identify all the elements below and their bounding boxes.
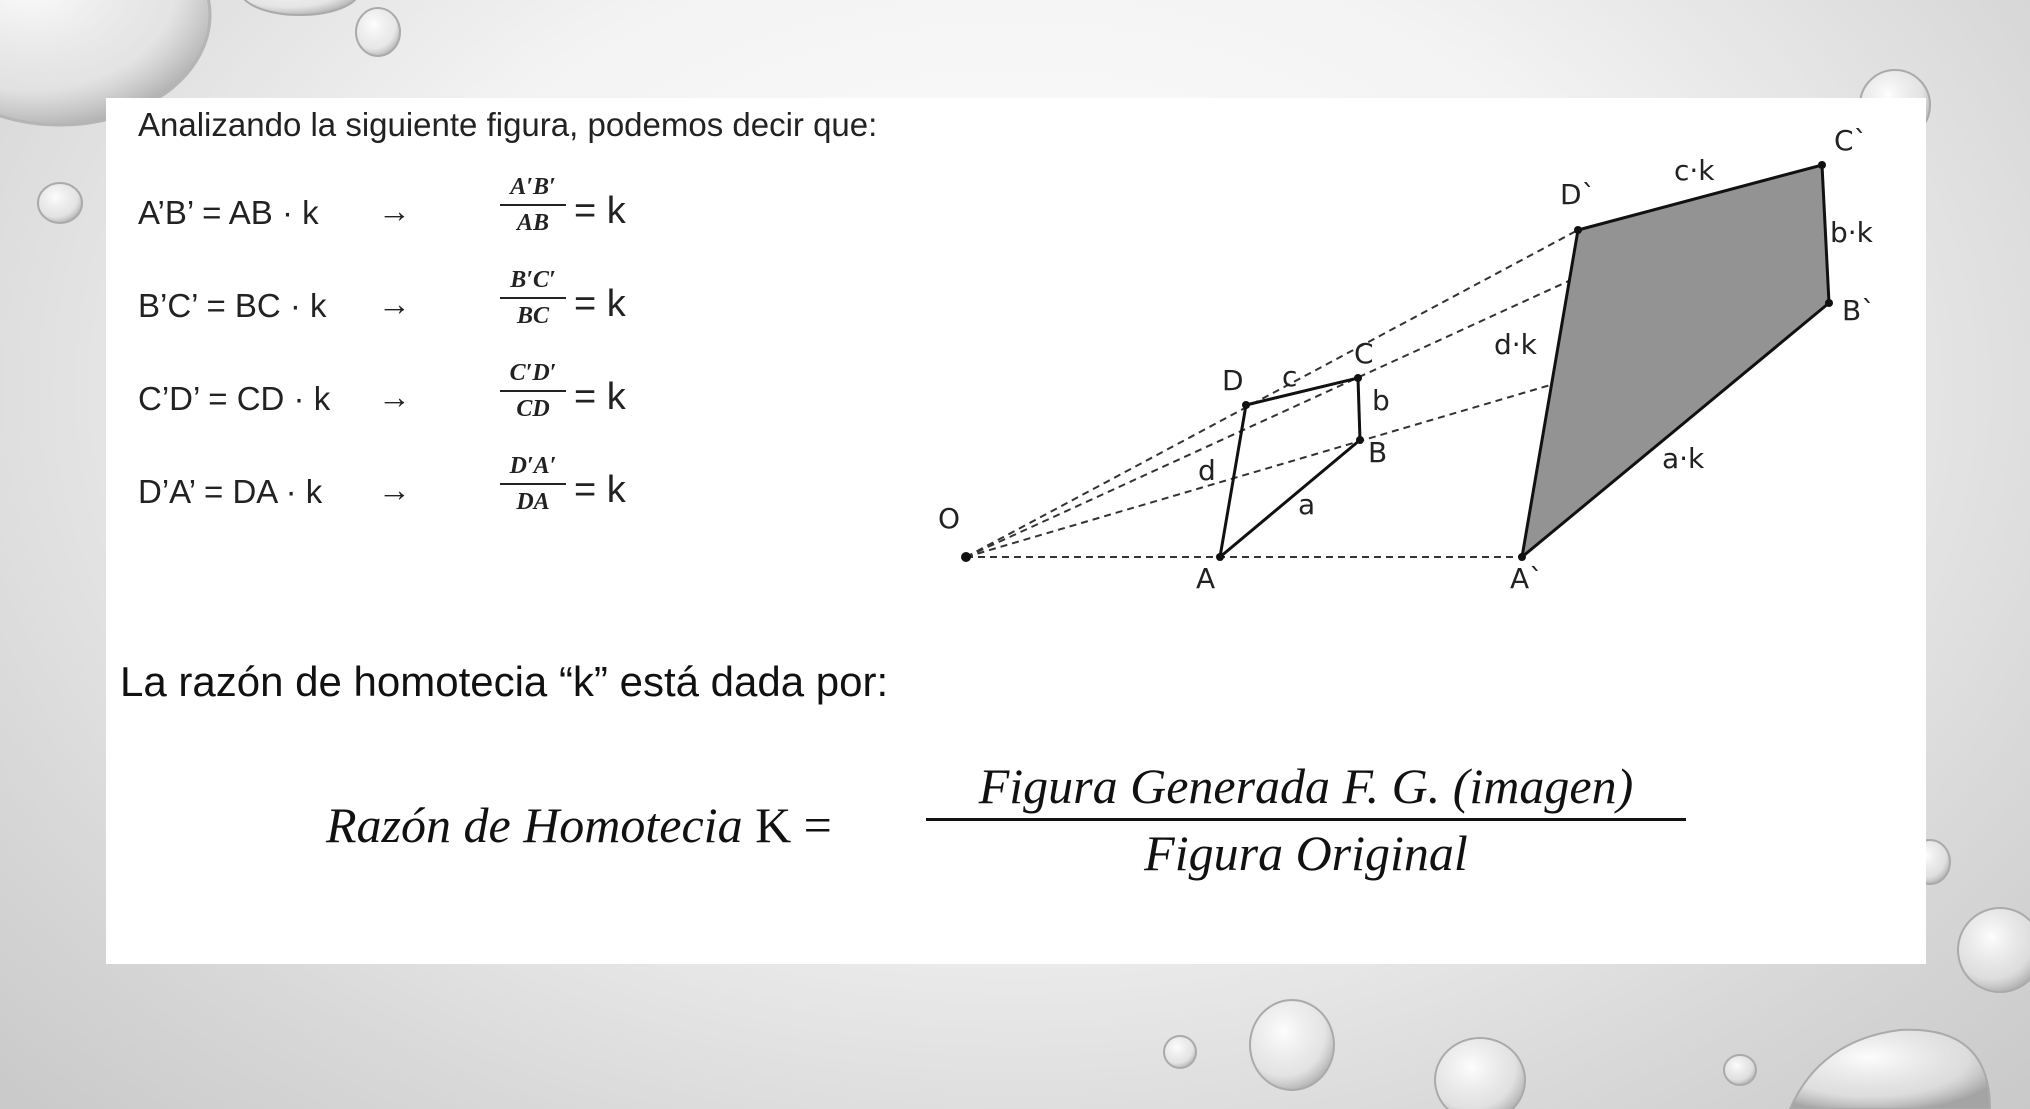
label-c2: C` [1834, 124, 1868, 157]
formula-lhs [326, 796, 832, 854]
fraction-denominator: DA [516, 489, 550, 515]
label-b: B [1368, 436, 1388, 469]
ratio-statement: La razón de homotecia “k” está dada por: [120, 658, 889, 705]
label-side-ck: c·k [1674, 154, 1715, 187]
point-a [1216, 553, 1224, 561]
point-d [1242, 401, 1250, 409]
fraction-denominator: BC [516, 303, 549, 329]
label-side-b: b [1372, 384, 1390, 417]
equation-left: B’C’ = BC · k [138, 287, 327, 324]
ray-o-d2 [966, 230, 1578, 557]
label-a: A [1196, 562, 1216, 595]
equation-right: = k [574, 190, 626, 232]
label-d: D [1222, 364, 1244, 397]
point-c [1354, 374, 1362, 382]
fraction-numerator: D′A′ [509, 453, 557, 479]
label-side-d: d [1198, 454, 1216, 487]
label-side-ak: a·k [1662, 442, 1705, 475]
label-a2: A` [1510, 562, 1544, 595]
point-b2 [1825, 299, 1833, 307]
formula-k-equals: K = [755, 797, 832, 853]
equation-left: D’A’ = DA · k [138, 473, 323, 510]
label-o: O [938, 502, 961, 535]
arrow-icon: → [378, 471, 411, 508]
fraction-numerator: C′D′ [509, 360, 557, 386]
fraction-denominator: CD [516, 396, 550, 422]
arrow-icon: → [378, 285, 411, 322]
point-o [961, 552, 971, 562]
label-d2: D` [1560, 178, 1596, 211]
homothety-diagram [106, 98, 1926, 658]
point-a2 [1518, 553, 1526, 561]
label-c: C [1354, 337, 1374, 370]
equation-left: C’D’ = CD · k [138, 380, 331, 417]
fraction-numerator: B′C′ [510, 267, 556, 293]
label-b2: B` [1842, 294, 1876, 327]
equation-right: = k [574, 376, 626, 418]
label-side-c: c [1282, 360, 1298, 393]
homothety-formula [326, 754, 1826, 904]
label-side-bk: b·k [1830, 216, 1873, 249]
original-quadrilateral [1220, 378, 1360, 557]
arrow-icon: → [378, 378, 411, 415]
equation-right: = k [574, 469, 626, 511]
fraction-numerator: A′B′ [510, 174, 556, 200]
label-side-dk: d·k [1494, 328, 1537, 361]
point-d2 [1574, 226, 1582, 234]
image-quadrilateral [1522, 165, 1829, 557]
formula-numerator: Figura Generada F. G. (imagen) [978, 758, 1634, 814]
intro-text: Analizando la siguiente figura, podemos decir que: [138, 106, 878, 143]
fraction-denominator: AB [516, 210, 549, 236]
point-c2 [1818, 161, 1826, 169]
equation-right: = k [574, 283, 626, 325]
content-panel [106, 98, 1926, 964]
formula-fraction [926, 754, 1686, 885]
label-side-a: a [1298, 488, 1316, 521]
formula-lhs-text: Razón de Homotecia [326, 797, 743, 853]
equation-left: A’B’ = AB · k [138, 194, 319, 231]
point-b [1356, 436, 1364, 444]
arrow-icon: → [378, 192, 411, 229]
formula-denominator: Figura Original [1144, 825, 1468, 881]
